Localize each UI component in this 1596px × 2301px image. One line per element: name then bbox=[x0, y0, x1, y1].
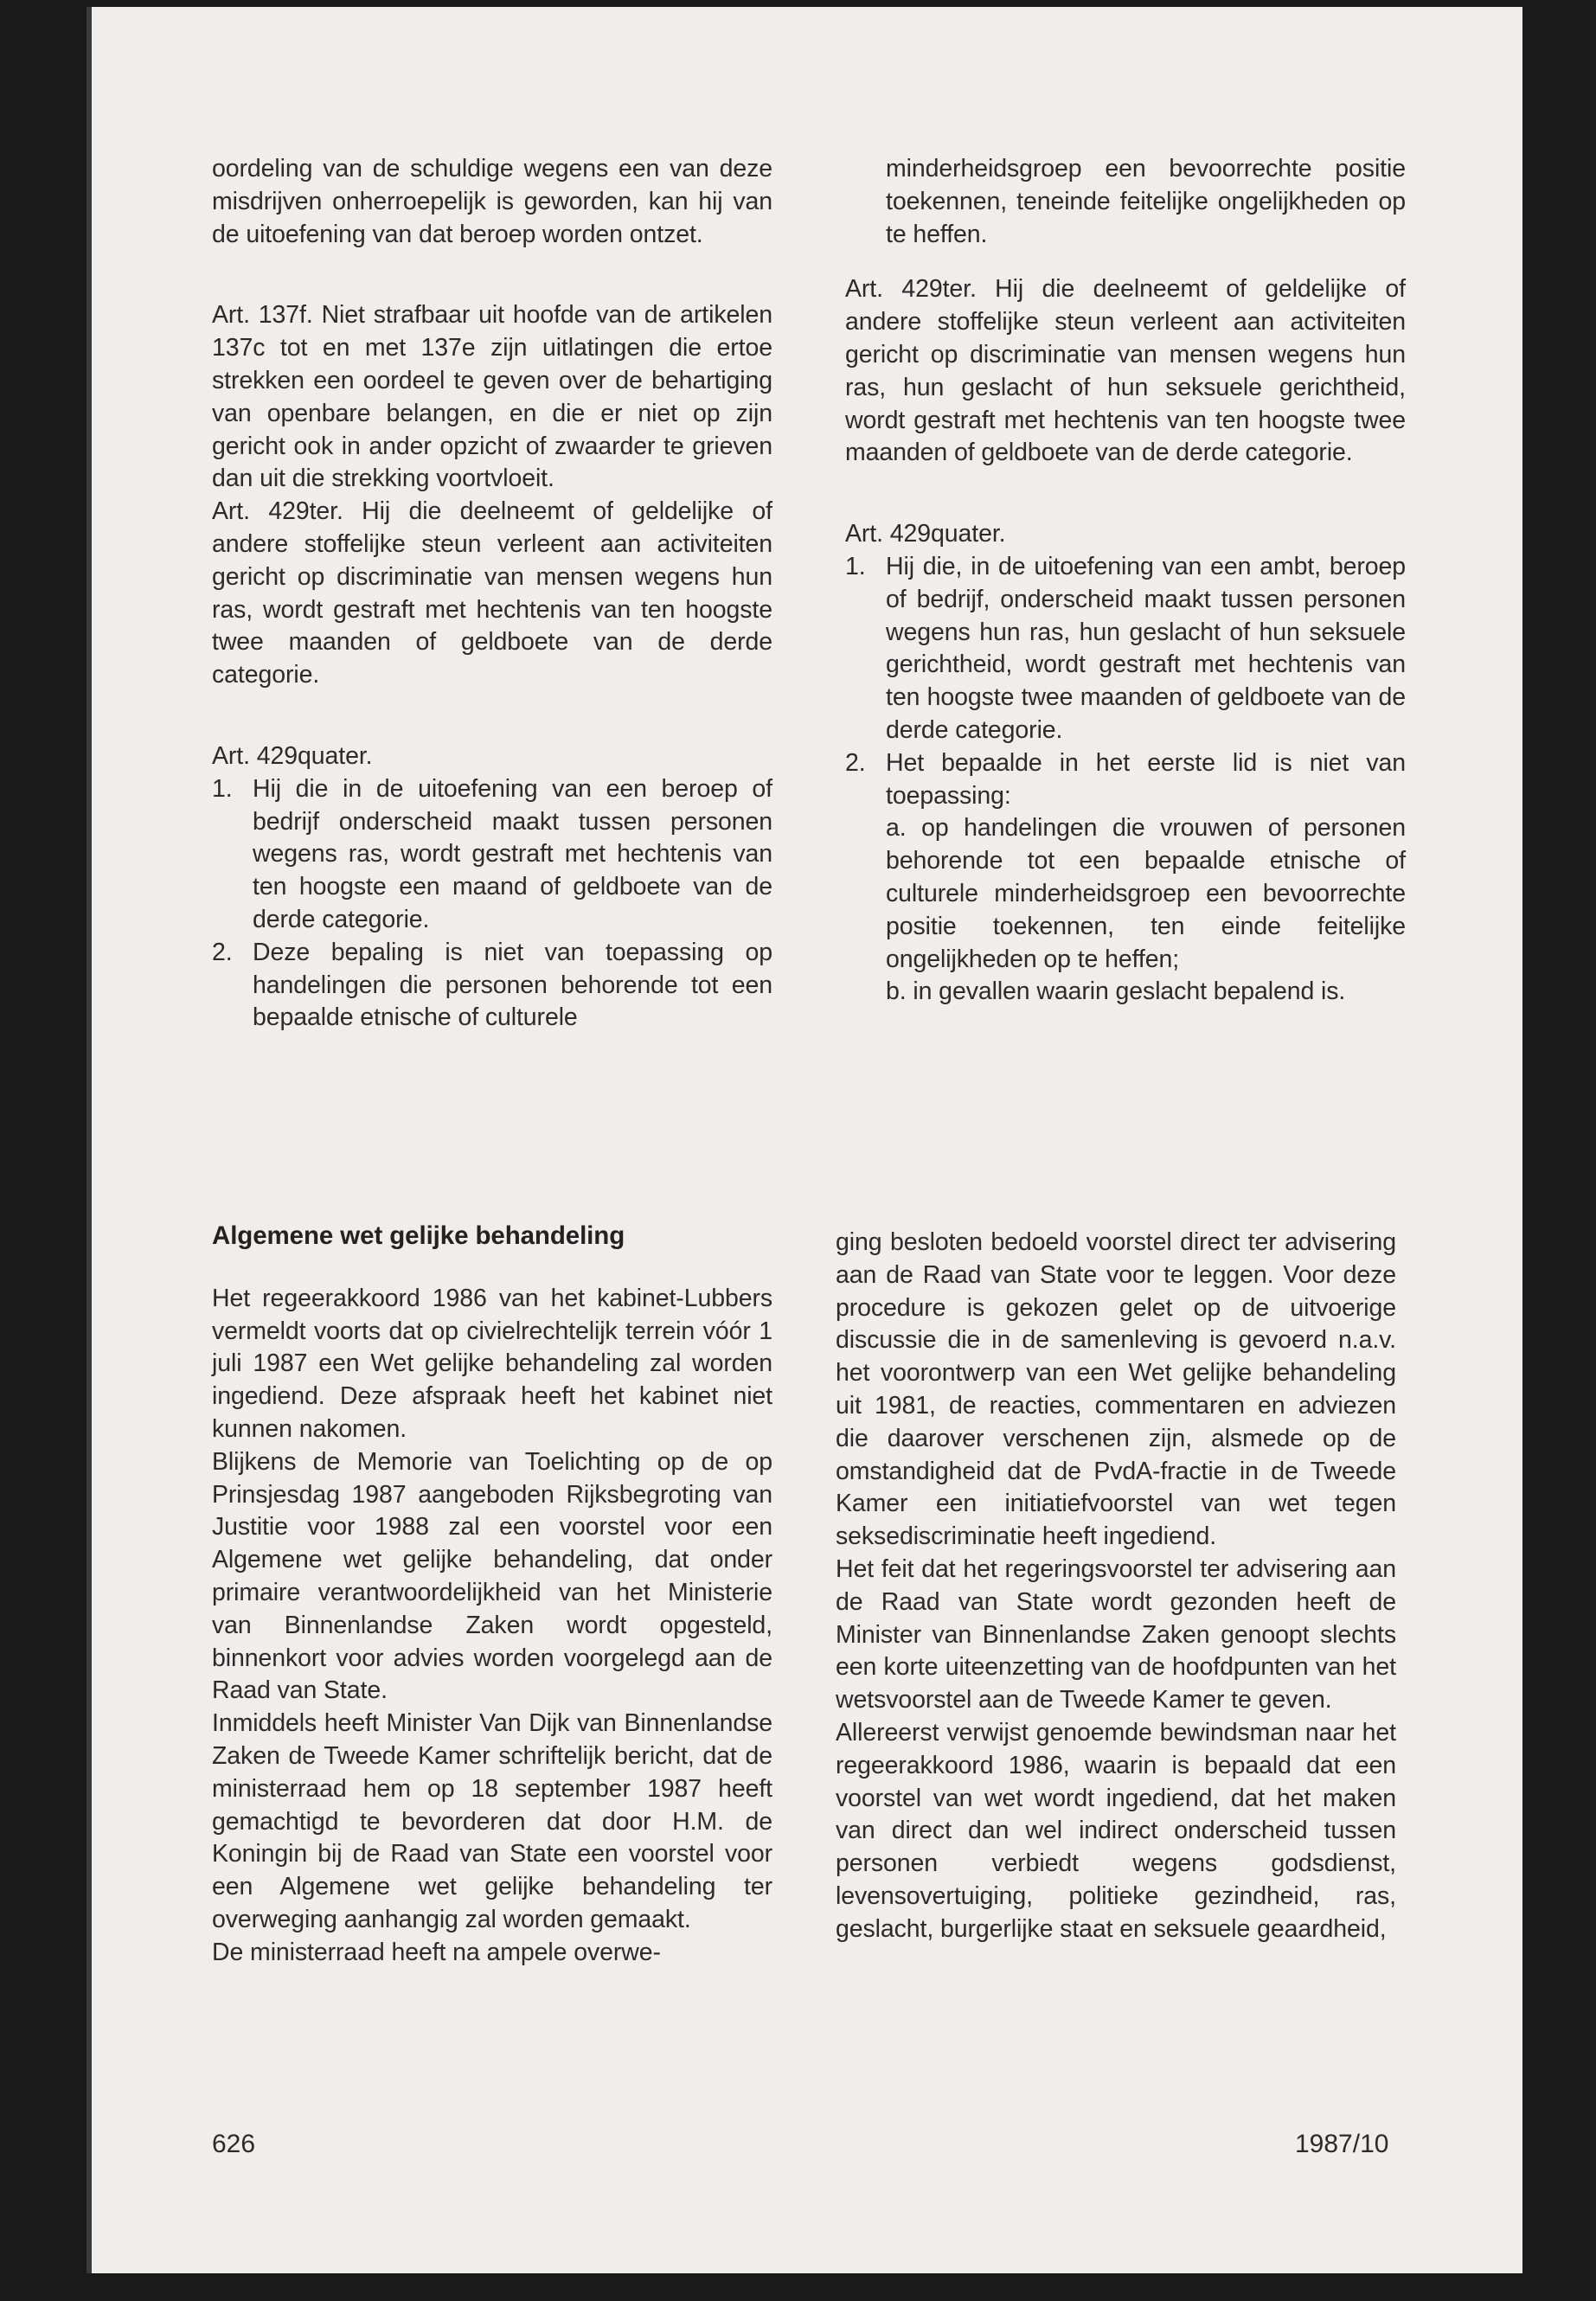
sub-item-a: a. op handelingen die vrouwen of personen behorende tot een bepaalde etnische of culturele minderheidsgroep een bevoorrechte positie toekennen, ten einde feitelijke ongelijkheden op te heffen; bbox=[886, 814, 1406, 973]
list-number: 2. bbox=[845, 748, 866, 777]
list-number: 1. bbox=[845, 552, 866, 580]
list-text: Het bepaalde in het eerste lid is niet van toepassing: bbox=[886, 748, 1406, 810]
article-left-column bbox=[212, 1220, 772, 1970]
sub-item-b: b. in gevallen waarin geslacht bepalend is. bbox=[886, 977, 1346, 1006]
article-paragraph: Het regeerakkoord 1986 van het kabinet-Lubbers vermeldt voorts dat op civielrechtelijk terrein vóór 1 juli 1987 een Wet gelijke behandeling zal worden ingediend. Deze afspraak heeft het kabinet niet kunnen nakomen. bbox=[212, 1284, 772, 1443]
article-paragraph: Het feit dat het regeringsvoorstel ter advisering aan de Raad van State wordt gezonden heeft de Minister van Binnenlandse Zaken genoopt slechts een korte uiteenzetting van de hoofdpunten van het wetsvoorstel aan de Tweede Kamer te geven. bbox=[836, 1554, 1396, 1715]
list-text: Hij die, in de uitoefening van een ambt, beroep of bedrijf, onderscheid maakt tussen personen wegens hun ras, hun geslacht of hun seksuele gerichtheid, wordt gestraft met hechtenis van ten hoogste twee maanden of geldboete van de derde categorie. bbox=[886, 552, 1406, 744]
list-item-2 bbox=[212, 937, 772, 1035]
list-number: 2. bbox=[212, 938, 233, 966]
art-429quater-heading: Art. 429quater. bbox=[845, 520, 1006, 548]
list-item-2 bbox=[845, 747, 1406, 1009]
paragraph-continuation: minderheidsgroep een bevoorrechte positie toekennen, teneinde feitelijke ongelijkheden op te heffen. bbox=[886, 155, 1406, 248]
article-right-column bbox=[836, 1227, 1396, 1946]
list-text: Deze bepaling is niet van toepassing op handelingen die personen behorende tot een bepaalde etnische of culturele bbox=[253, 938, 772, 1032]
paragraph-continuation: oordeling van de schuldige wegens een van deze misdrijven onherroepelijk is geworden, kan hij van de uitoefening van dat beroep worden ontzet. bbox=[212, 155, 772, 248]
article-paragraph: Blijkens de Memorie van Toelichting op de op Prinsjesdag 1987 aangeboden Rijksbegroting van Justitie voor 1988 zal een voorstel voor een Algemene wet gelijke behandeling, dat onder primaire verantwoordelijkheid van het Ministerie van Binnenlandse Zaken wordt opgesteld, binnenkort voor advies worden voorgelegd aan de Raad van State. bbox=[212, 1447, 772, 1705]
article-paragraph: Allereerst verwijst genoemde bewindsman naar het regeerakkoord 1986, waarin is bepaald dat een voorstel van wet wordt ingediend, dat het maken van direct dan wel indirect onderscheid tussen personen verbiedt wegens godsdienst, levensovertuiging, politieke gezindheid, ras, geslacht, burgerlijke staat en seksuele geaardheid, bbox=[836, 1718, 1396, 1943]
top-left-column bbox=[212, 153, 772, 1035]
article-paragraph: ging besloten bedoeld voorstel direct ter advisering aan de Raad van State voor te leggen. Voor deze procedure is gekozen gelet op de uitvoerige discussie die in de samenleving is gevoerd n.a.v. het voorontwerp van een Wet gelijke behandeling uit 1981, de reacties, commentaren en adviezen die daarover verschenen zijn, alsmede op de omstandigheid dat de PvdA-fractie in de Tweede Kamer een initiatiefvoorstel van wet tegen seksediscriminatie heeft ingediend. bbox=[836, 1228, 1396, 1551]
paragraph-art-429ter: Art. 429ter. Hij die deelneemt of geldelijke of andere stoffelijke steun verleent aan activiteiten gericht op discriminatie van mensen wegens hun ras, wordt gestraft met hechtenis van ten hoogste twee maanden of geldboete van de derde categorie. bbox=[212, 497, 772, 689]
paragraph-art-137f: Art. 137f. Niet strafbaar uit hoofde van de artikelen 137c tot en met 137e zijn uitlatingen die ertoe strekken een oordeel te geven over de behartiging van openbare belangen, en die er niet op zijn gericht ook in ander opzicht of zwaarder te grieven dan uit die strekking voortvloeit. bbox=[212, 301, 772, 493]
article-paragraph: De ministerraad heeft na ampele overwe- bbox=[212, 1938, 661, 1966]
list-number: 1. bbox=[212, 774, 233, 803]
issue-number: 1987/10 bbox=[1295, 2130, 1389, 2158]
article-paragraph: Inmiddels heeft Minister Van Dijk van Binnenlandse Zaken de Tweede Kamer schriftelijk bericht, dat de ministerraad hem op 18 september 1987 heeft gemachtigd te bevorderen dat door H.M. de Koningin bij de Raad van State een voorstel voor een Algemene wet gelijke behandeling ter overweging aanhangig zal worden gemaakt. bbox=[212, 1709, 772, 1933]
list-item-1 bbox=[212, 773, 772, 937]
page-number: 626 bbox=[212, 2130, 256, 2158]
page-edge bbox=[87, 7, 92, 2273]
article-title: Algemene wet gelijke behandeling bbox=[212, 1221, 625, 1250]
paragraph-art-429ter: Art. 429ter. Hij die deelneemt of geldelijke of andere stoffelijke steun verleent aan activiteiten gericht op discriminatie van mensen wegens hun ras, hun geslacht of hun seksuele gerichtheid, wordt gestraft met hechtenis van ten hoogste twee maanden of geldboete van de derde categorie. bbox=[845, 275, 1406, 467]
top-right-column bbox=[845, 153, 1406, 1009]
art-429quater-heading: Art. 429quater. bbox=[212, 741, 373, 770]
list-text: Hij die in de uitoefening van een beroep of bedrijf onderscheid maakt tussen personen wegens ras, wordt gestraft met hechtenis van ten hoogste een maand of geldboete van de derde categorie. bbox=[253, 774, 772, 933]
list-item-1 bbox=[845, 551, 1406, 747]
